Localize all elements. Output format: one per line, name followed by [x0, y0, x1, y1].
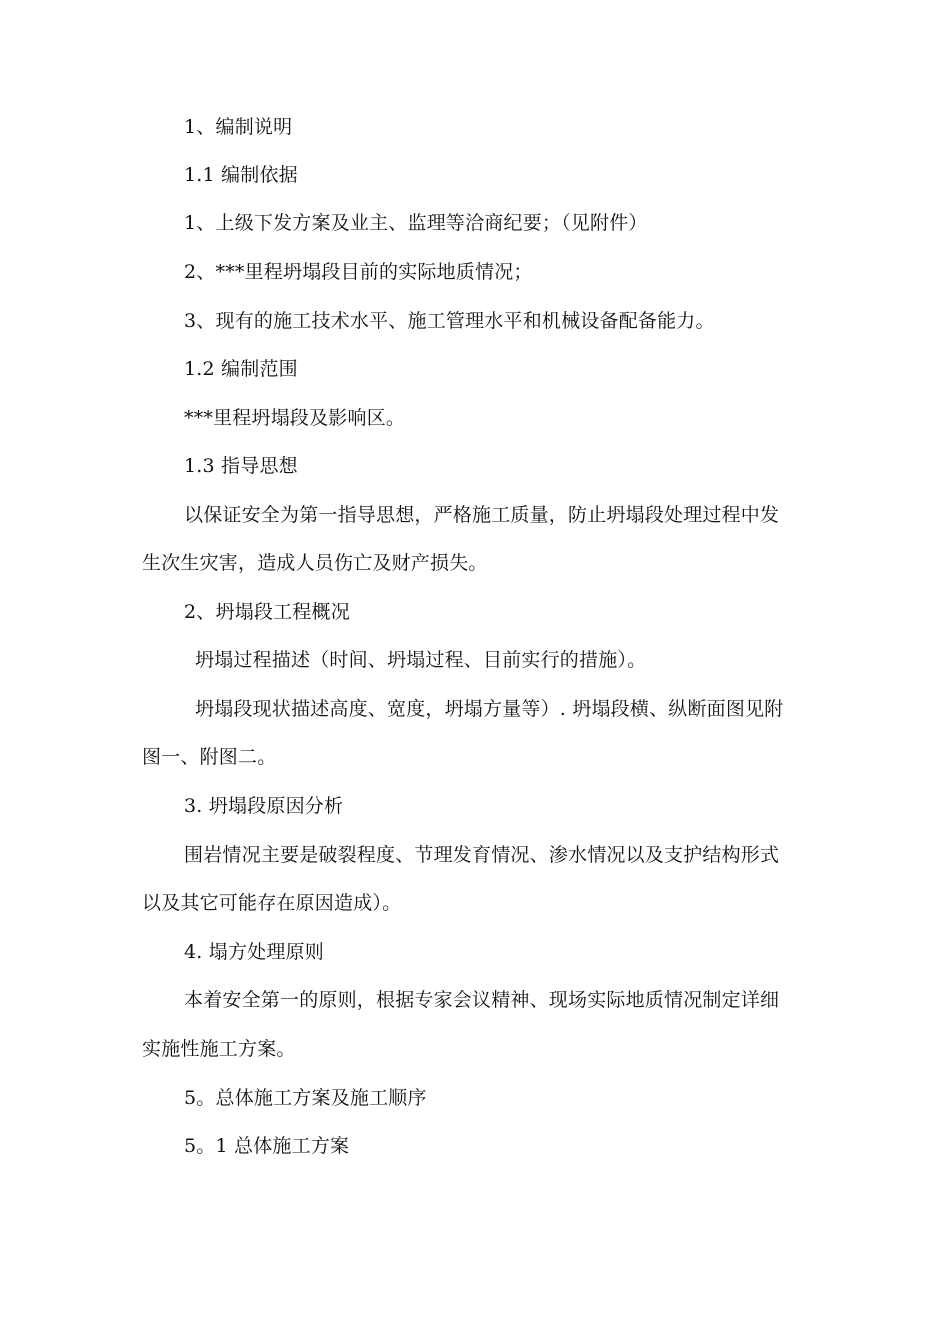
- basis-item-2: 2、***里程坍塌段目前的实际地质情况；: [184, 261, 533, 283]
- basis-item-1: 1、上级下发方案及业主、监理等洽商纪要；（见附件）: [184, 212, 648, 234]
- principle-text-line-2: 实施性施工方案。: [142, 1038, 296, 1060]
- heading-2: 2、坍塌段工程概况: [184, 601, 350, 623]
- heading-1: 1、编制说明: [184, 116, 293, 138]
- guideline-text-line-2: 生次生灾害，造成人员伤亡及财产损失。: [142, 552, 488, 574]
- cause-text-line-2: 以及其它可能存在原因造成）。: [142, 892, 402, 914]
- principle-text-line-1: 本着安全第一的原则，根据专家会议精神、现场实际地质情况制定详细: [184, 989, 780, 1011]
- heading-1-3: 1.3 指导思想: [184, 455, 298, 477]
- basis-item-3: 3、现有的施工技术水平、施工管理水平和机械设备配备能力。: [184, 310, 715, 332]
- heading-5-1: 5。1 总体施工方案: [184, 1135, 350, 1157]
- heading-1-2: 1.2 编制范围: [184, 358, 298, 380]
- heading-3: 3. 坍塌段原因分析: [184, 795, 344, 817]
- heading-1-1: 1.1 编制依据: [184, 164, 298, 186]
- scope-text: ***里程坍塌段及影响区。: [184, 407, 406, 429]
- heading-4: 4. 塌方处理原则: [184, 941, 324, 963]
- cause-text-line-1: 围岩情况主要是破裂程度、节理发育情况、渗水情况以及支护结构形式: [184, 844, 780, 866]
- collapse-status-line-1: 坍塌段现状描述高度、宽度，坍塌方量等）. 坍塌段横、纵断面图见附: [195, 698, 784, 720]
- guideline-text-line-1: 以保证安全为第一指导思想，严格施工质量，防止坍塌段处理过程中发: [184, 504, 780, 526]
- collapse-status-line-2: 图一、附图二。: [142, 746, 277, 768]
- collapse-process-text: 坍塌过程描述（时间、坍塌过程、目前实行的措施）。: [195, 649, 647, 671]
- heading-5: 5。总体施工方案及施工顺序: [184, 1087, 427, 1109]
